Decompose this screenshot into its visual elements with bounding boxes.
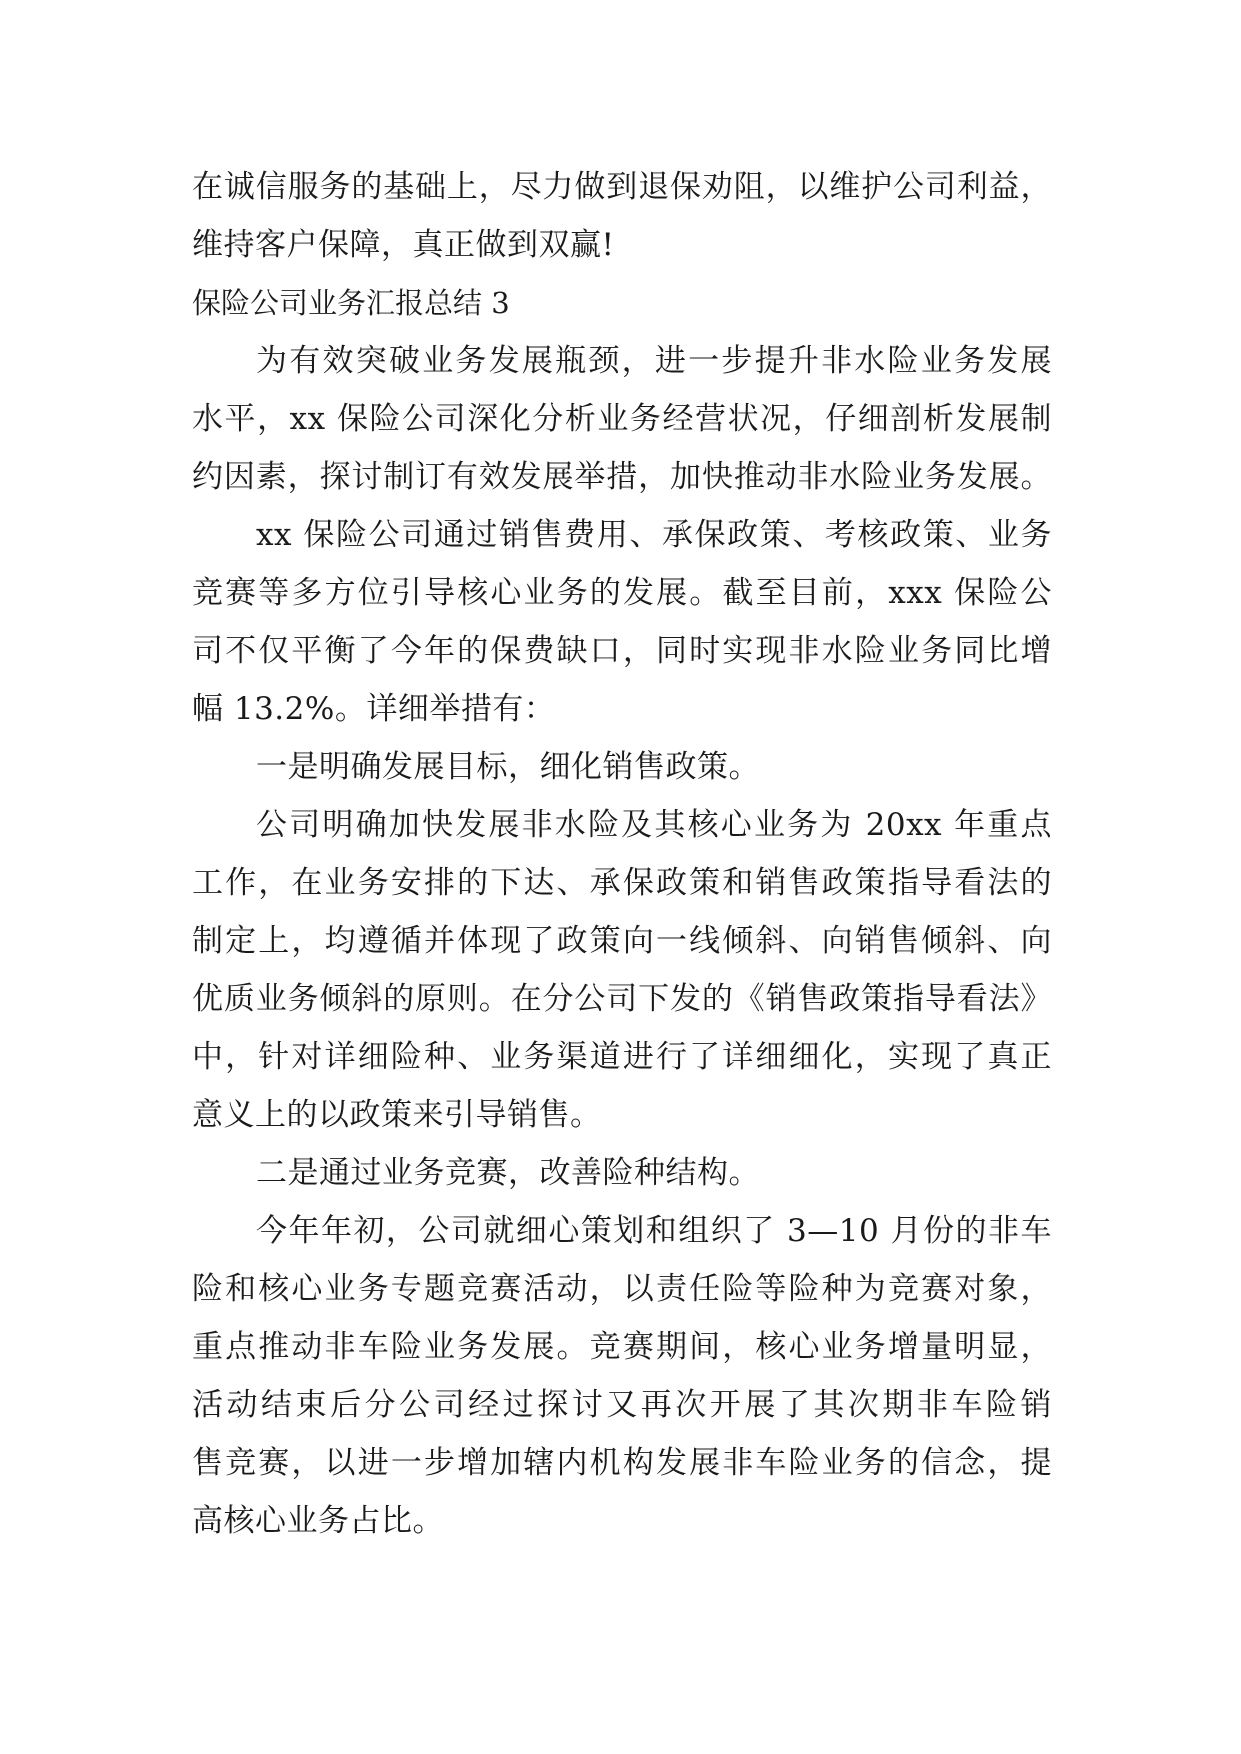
document-page — [192, 158, 1052, 1550]
text-line: 售竞赛，以进一步增加辖内机构发展非车险业务的信念，提 — [192, 1445, 1052, 1481]
text-line: 约因素，探讨制订有效发展举措，加快推动非水险业务发展。 — [192, 459, 1052, 495]
subheading-line: 一是明确发展目标，细化销售政策。 — [256, 749, 760, 785]
text-line: 活动结束后分公司经过探讨又再次开展了其次期非车险销 — [192, 1387, 1052, 1423]
text-line: 险和核心业务专题竞赛活动，以责任险等险种为竞赛对象， — [192, 1271, 1052, 1307]
text-line: 优质业务倾斜的原则。在分公司下发的《销售政策指导看法》 — [192, 981, 1052, 1017]
text-line: 意义上的以政策来引导销售。 — [192, 1097, 602, 1133]
text-line: 高核心业务占比。 — [192, 1503, 444, 1539]
text-line: 水平，xx 保险公司深化分析业务经营状况，仔细剖析发展制 — [192, 401, 1052, 437]
text-line: 制定上，均遵循并体现了政策向一线倾斜、向销售倾斜、向 — [192, 923, 1052, 959]
section-heading: 保险公司业务汇报总结 3 — [192, 286, 510, 320]
text-line: 竞赛等多方位引导核心业务的发展。截至目前，xxx 保险公 — [192, 575, 1052, 611]
paragraph-first-line: 今年年初，公司就细心策划和组织了 3—10 月份的非车 — [256, 1213, 1052, 1249]
text-line: 司不仅平衡了今年的保费缺口，同时实现非水险业务同比增 — [192, 633, 1052, 669]
text-line: 中，针对详细险种、业务渠道进行了详细细化，实现了真正 — [192, 1039, 1052, 1075]
text-line: 维持客户保障，真正做到双赢! — [192, 227, 615, 263]
text-line: 工作，在业务安排的下达、承保政策和销售政策指导看法的 — [192, 865, 1052, 901]
subheading-line: 二是通过业务竞赛，改善险种结构。 — [256, 1155, 760, 1191]
text-line: 重点推动非车险业务发展。竞赛期间，核心业务增量明显， — [192, 1329, 1052, 1365]
paragraph-first-line: xx 保险公司通过销售费用、承保政策、考核政策、业务 — [256, 517, 1052, 553]
paragraph-first-line: 公司明确加快发展非水险及其核心业务为 20xx 年重点 — [256, 807, 1052, 843]
text-line: 幅 13.2%。详细举措有： — [192, 691, 556, 727]
text-line: 在诚信服务的基础上，尽力做到退保劝阻，以维护公司利益， — [192, 169, 1052, 205]
paragraph-first-line: 为有效突破业务发展瓶颈，进一步提升非水险业务发展 — [256, 343, 1052, 379]
